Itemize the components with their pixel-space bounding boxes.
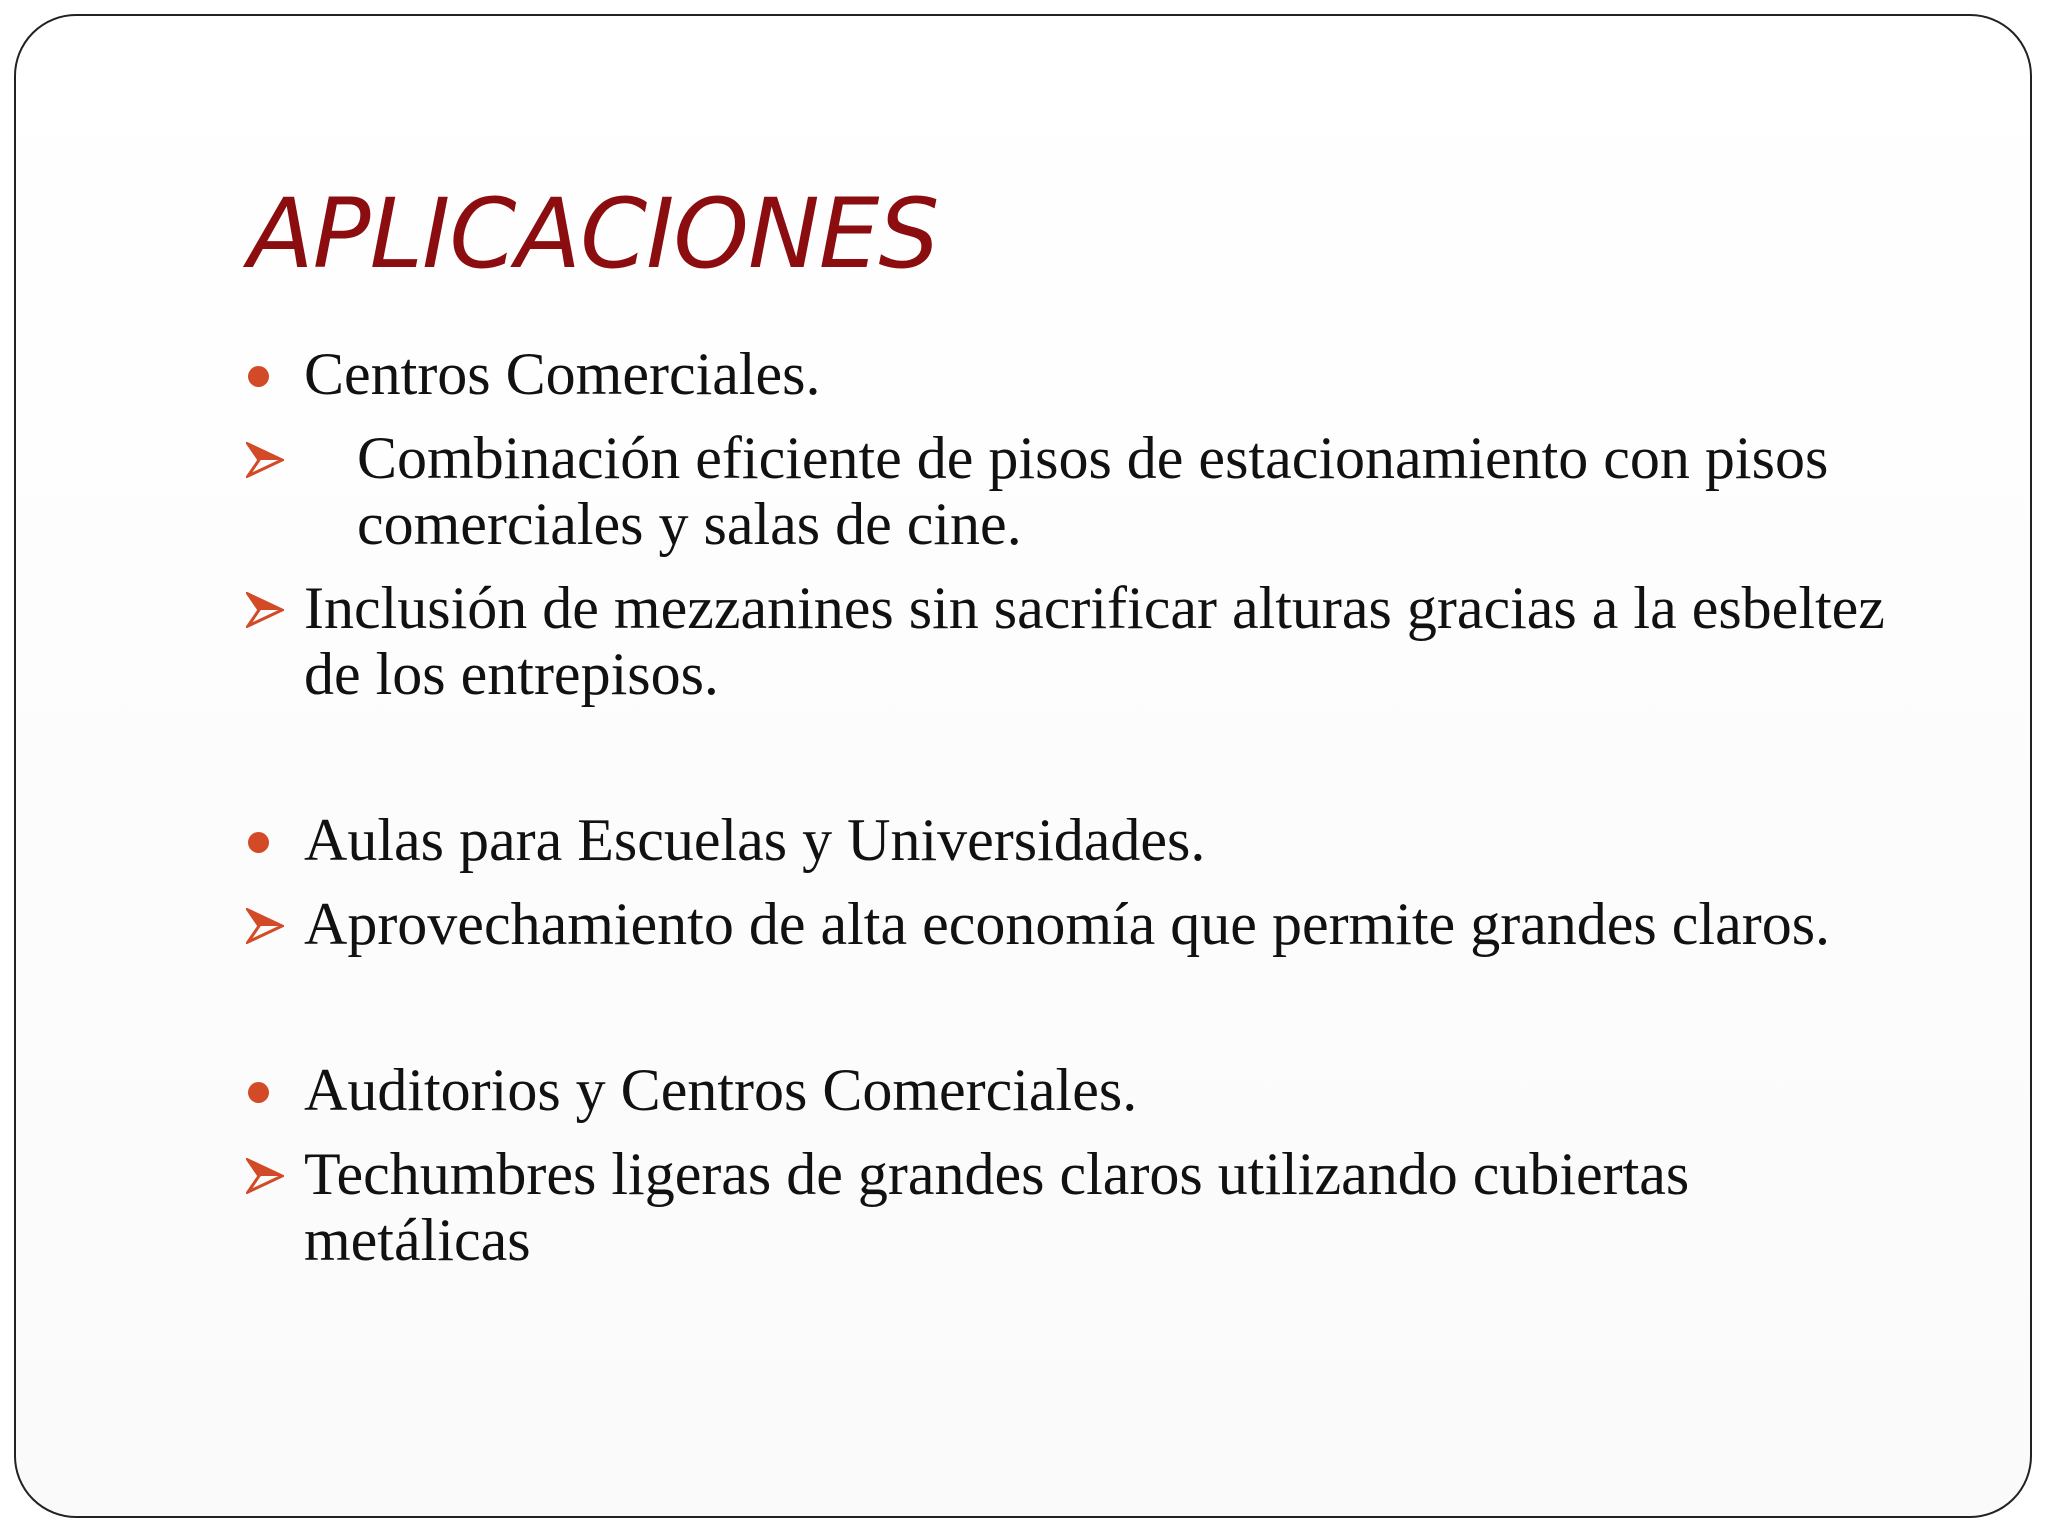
circle-bullet-icon (248, 832, 269, 853)
list-item-text: Inclusión de mezzanines sin sacrificar alturas gracias a la esbeltez de los entrepisos. (304, 575, 1885, 707)
arrow-bullet-icon (246, 442, 284, 478)
list-item-text: Aulas para Escuelas y Universidades. (304, 807, 1206, 873)
arrow-bullet-icon (246, 1158, 284, 1194)
circle-bullet-icon (248, 366, 269, 387)
arrow-bullet-icon (246, 592, 284, 628)
arrow-bullet-icon (246, 908, 284, 944)
list-item (244, 425, 1904, 557)
list-item-text: Techumbres ligeras de grandes claros utilizando cubiertas metálicas (304, 1141, 1690, 1273)
list-item (244, 1057, 1904, 1123)
list-item-text: Auditorios y Centros Comerciales. (304, 1057, 1138, 1123)
slide-title: APLICACIONES (248, 178, 939, 290)
list-item-text: Aprovechamiento de alta economía que permite grandes claros. (304, 891, 1831, 957)
slide-frame (14, 14, 2032, 1518)
list-item (244, 807, 1904, 873)
list-item (244, 575, 1904, 707)
bullet-list (244, 341, 1904, 1291)
list-item-text: Combinación eficiente de pisos de estacionamiento con pisos comerciales y salas de cine. (357, 425, 1829, 557)
list-item (244, 341, 1904, 407)
circle-bullet-icon (248, 1082, 269, 1103)
list-item (244, 891, 1904, 957)
list-item-text: Centros Comerciales. (304, 341, 821, 407)
list-item (244, 1141, 1904, 1273)
